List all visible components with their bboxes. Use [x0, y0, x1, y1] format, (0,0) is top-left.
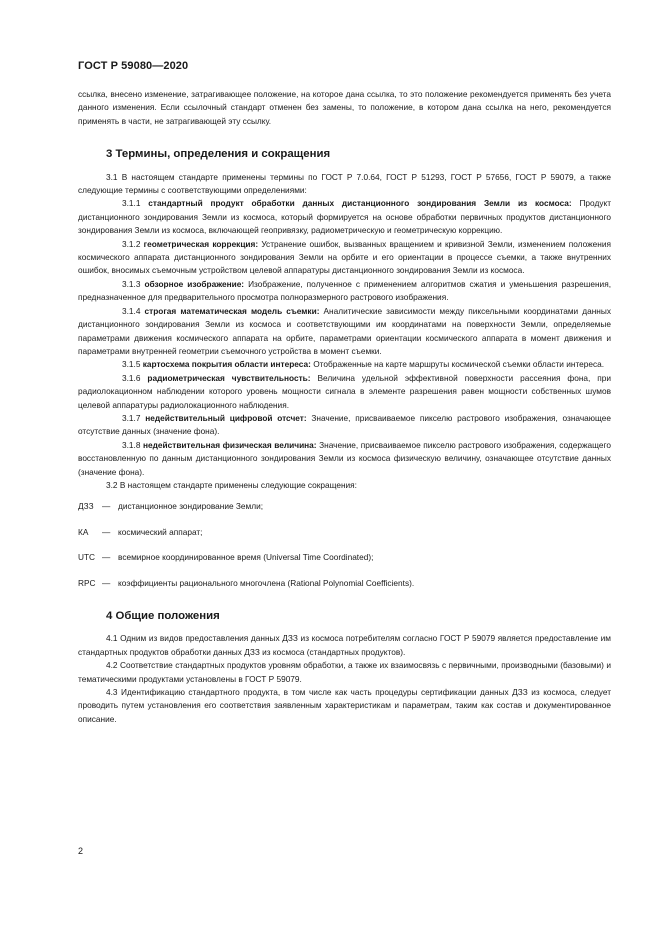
term-3-1-4: 3.1.4 строгая математическая модель съемки: Аналитические зависимости между пиксельными координатами данных дистанционного зондирования Земли из космоса и соответствующими им координатами на поверхности Земли, определяемые параметрами движения космического аппарата на орбите, параметрами ориентации космического аппарата в момент движения и параметрами внутренней геометрии съемочного устройства в момент съемки. [78, 305, 611, 356]
abbreviation-item: UTC — всемирное координированное время (Universal Time Coordinated); [78, 552, 374, 563]
paragraph-3-2: 3.2 В настоящем стандарте применены следующие сокращения: [106, 479, 357, 490]
document-body [78, 88, 611, 726]
section-4-title: 4 Общие положения [106, 610, 220, 622]
term-3-1-8: 3.1.8 недействительная физическая величина: Значение, присваиваемое пикселю растрового изображения, содержащего восстановленную по данным дистанционного зондирования Земли из космоса физическую величину, означающее отсутствие данных (значение фона). [78, 439, 611, 477]
term-3-1-6: 3.1.6 радиометрическая чувствительность: Величина удельной эффективной поверхности рассеяния фона, при радиолокационном наблюдении которого уровень мощности сигнала в элементе разрешения равен мощности собственных шумов целевой аппаратуры радиолокационного наблюдения. [78, 372, 611, 410]
term-3-1-2: 3.1.2 геометрическая коррекция: Устранение ошибок, вызванных вращением и кривизной Земли, изменением положения космического аппарата дистанционного зондирования Земли на орбите и его ориентации в процессе съемки, а также внутренних ошибок, вносимых съемочным устройством целевой аппаратуры дистанционного зондирования Земли из космоса. [78, 238, 611, 276]
paragraph-4-3: 4.3 Идентификацию стандартного продукта, в том числе как часть процедуры сертификации данных ДЗЗ из космоса, следует проводить путем установления его соответствия заявленным характеристикам и параметрам, таким как состав и документированное описание. [78, 687, 611, 724]
paragraph-4-1: 4.1 Одним из видов предоставления данных ДЗЗ из космоса потребителям согласно ГОСТ Р 59079 является предоставление им стандартных продуктов обработки данных ДЗЗ из космоса (стандартных продуктов). [78, 633, 611, 657]
page-number: 2 [78, 846, 84, 856]
abbreviation-item: RPC — коэффициенты рационального многочлена (Rational Polynomial Coefficients). [78, 577, 415, 588]
standard-header: ГОСТ Р 59080—2020 [78, 60, 189, 72]
abbreviation-item: КА — космический аппарат; [78, 526, 203, 537]
intro-paragraph: ссылка, внесено изменение, затрагивающее положение, на которое дана ссылка, то это положение рекомендуется применять без учета данного изменения. Если ссылочный стандарт отменен без замены, то положение, в котором дана ссылка на него, рекомендуется применять в части, не затрагивающей эту ссылку. [78, 89, 611, 126]
paragraph-4-2: 4.2 Соответствие стандартных продуктов уровням обработки, а также их взаимосвязь с первичными, производными (базовыми) и тематическими продуктами установлены в ГОСТ Р 59079. [78, 660, 611, 684]
abbreviation-item: ДЗЗ — дистанционное зондирование Земли; [78, 501, 264, 512]
term-3-1-7: 3.1.7 недействительный цифровой отсчет: Значение, присваиваемое пикселю растрового изображения, означающее отсутствие данных (значение фона). [78, 412, 611, 437]
term-3-1-1: 3.1.1 стандартный продукт обработки данных дистанционного зондирования Земли из космоса: Продукт дистанционного зондирования Земли из космоса, который формируется на основе обработки первичных продуктов дистанционного зондирования Земли из космоса, включающей геопривязку, радиометрическую и геометрическую коррекцию. [78, 198, 611, 236]
section-3-title: 3 Термины, определения и сокращения [106, 148, 331, 161]
term-3-1-3: 3.1.3 обзорное изображение: Изображение, полученное с применением алгоритмов сжатия и уменьшения разрешения, предназначенное для предварительного просмотра полноразмерного растрового изображения. [78, 278, 611, 303]
paragraph-3-1: 3.1 В настоящем стандарте применены термины по ГОСТ Р 7.0.64, ГОСТ Р 51293, ГОСТ Р 57656, ГОСТ Р 59079, а также следующие термины с соответствующими определениями: [78, 171, 611, 196]
term-3-1-5: 3.1.5 картосхема покрытия области интереса: Отображенные на карте маршруты космической съемки области интереса. [122, 359, 605, 370]
